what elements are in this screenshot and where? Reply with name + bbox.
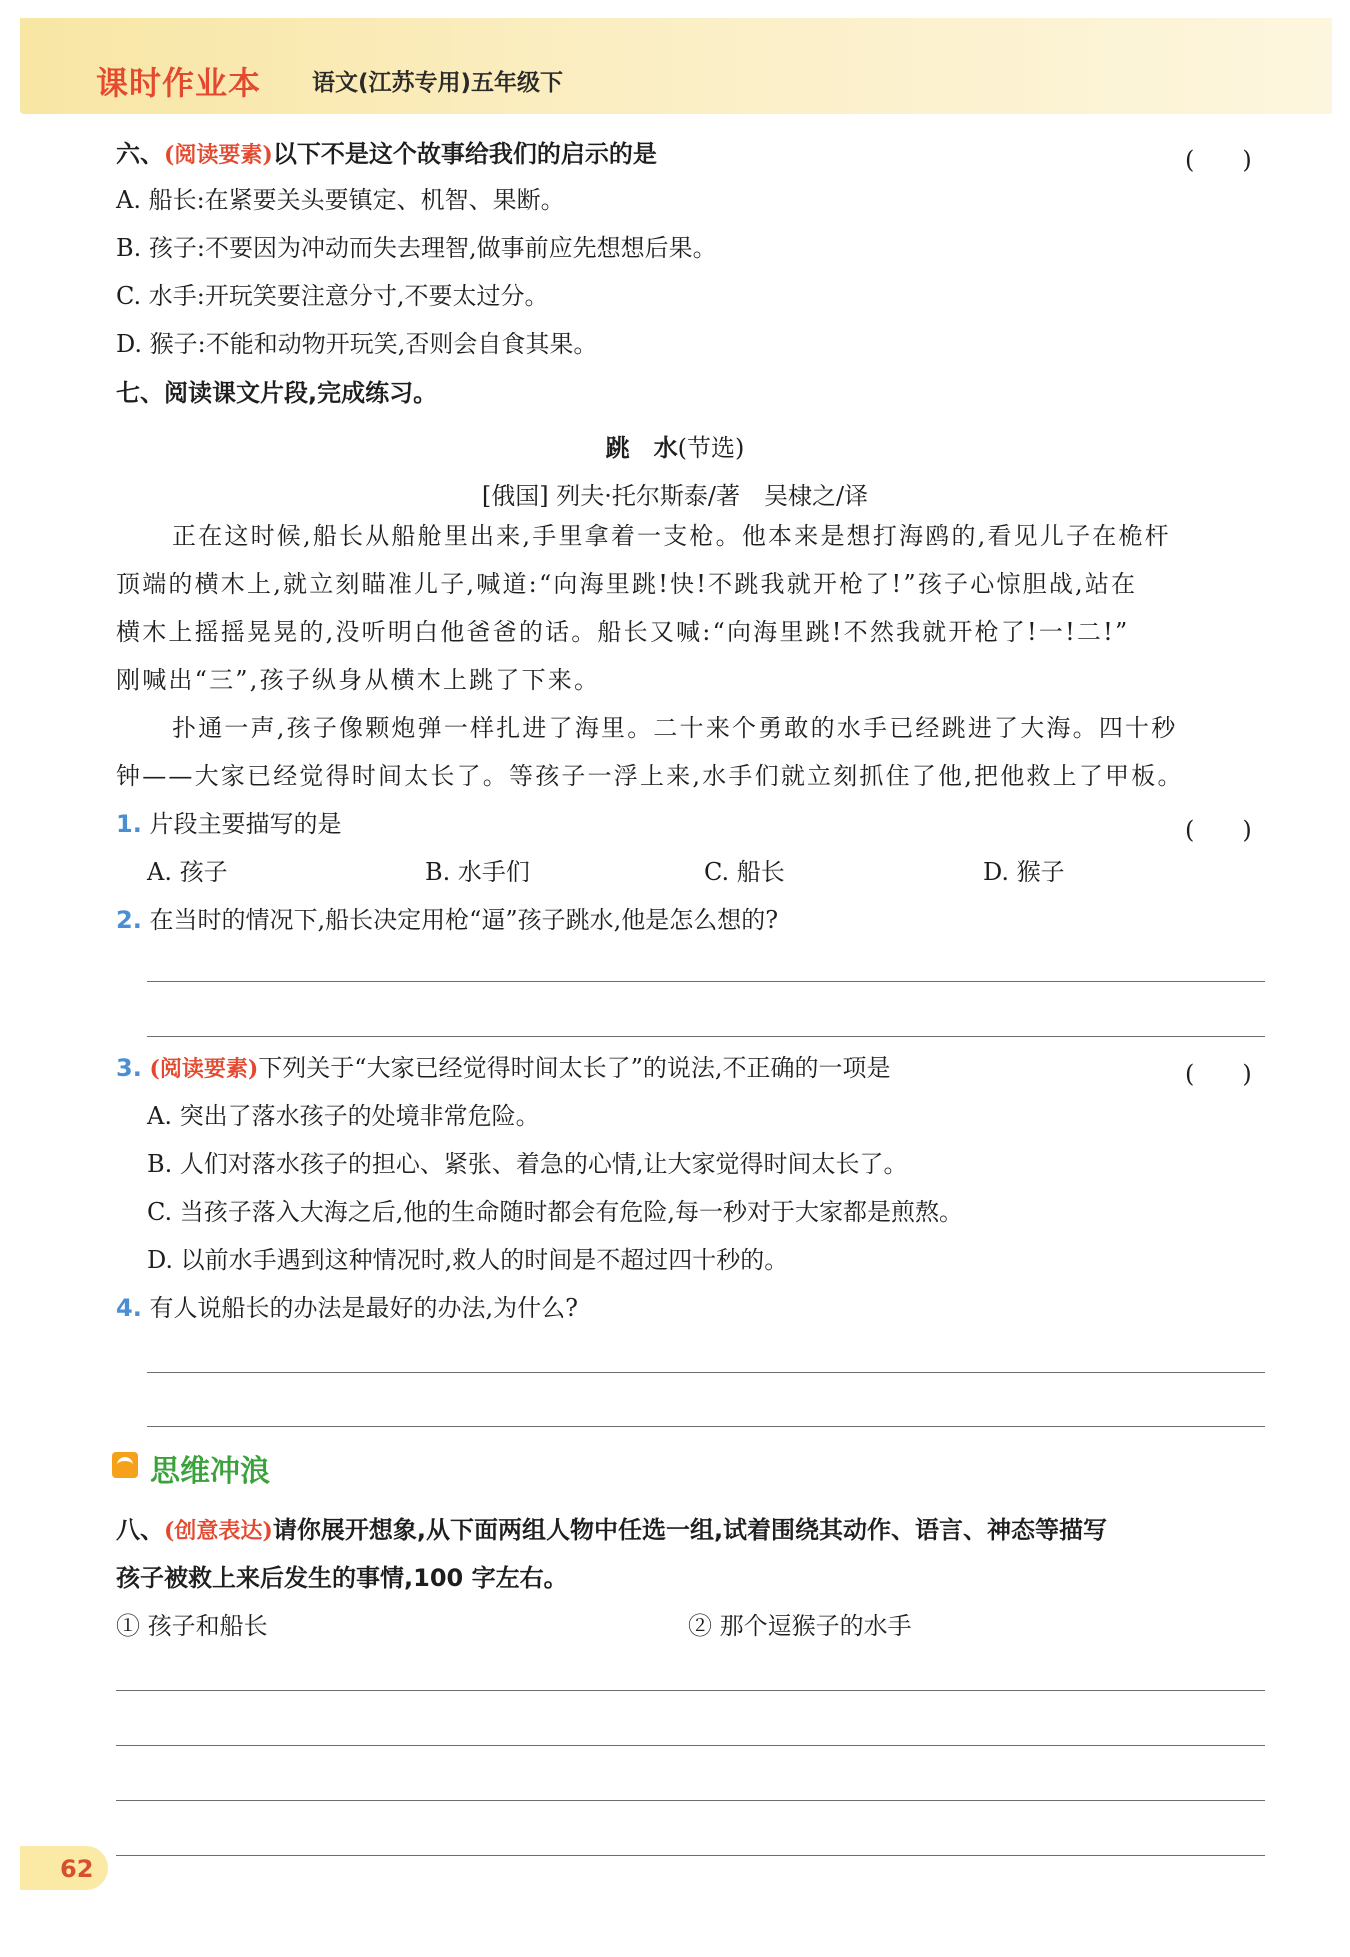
book-brand: 课时作业本	[96, 64, 262, 102]
q6-number: 六、	[116, 140, 164, 168]
q7-sub1-option-a[interactable]: A. 孩子	[147, 858, 228, 886]
q6-option-d[interactable]: D. 猴子:不能和动物开玩笑,否则会自食其果。	[116, 330, 598, 358]
q6-tag: (阅读要素)	[164, 142, 273, 168]
q7-sub3-option-a[interactable]: A. 突出了落水孩子的处境非常危险。	[147, 1102, 540, 1130]
passage-line: 扑通一声,孩子像颗炮弹一样扎进了海里。二十来个勇敢的水手已经跳进了大海。四十秒	[172, 714, 1178, 742]
passage-title-note: (节选)	[677, 434, 745, 462]
q7-sub1-text: 片段主要描写的是	[149, 810, 342, 838]
q7-sub2-answer-line[interactable]	[147, 1036, 1265, 1037]
q7-sub3-tag: (阅读要素)	[149, 1056, 259, 1082]
q7-sub1-number: 1.	[116, 810, 142, 838]
q7-sub1-option-c[interactable]: C. 船长	[704, 858, 785, 886]
q7-sub3-text: 下列关于“大家已经觉得时间太长了”的说法,不正确的一项是	[258, 1054, 891, 1082]
q8-choice-1[interactable]: ① 孩子和船长	[116, 1612, 268, 1640]
section-title: 思维冲浪	[150, 1454, 270, 1489]
q7-sub3-option-d[interactable]: D. 以前水手遇到这种情况时,救人的时间是不超过四十秒的。	[147, 1246, 789, 1274]
q7-sub4-answer-line[interactable]	[147, 1372, 1265, 1373]
passage-title-text: 跳 水	[605, 434, 678, 462]
q7-sub4-answer-line[interactable]	[147, 1426, 1265, 1427]
book-subject: 语文(江苏专用)五年级下	[312, 70, 564, 96]
q7-sub3-stem	[116, 1056, 890, 1080]
q7-sub3-option-b[interactable]: B. 人们对落水孩子的担心、紧张、着急的心情,让大家觉得时间太长了。	[147, 1150, 908, 1178]
passage-line: 正在这时候,船长从船舱里出来,手里拿着一支枪。他本来是想打海鸥的,看见儿子在桅杆	[172, 522, 1171, 550]
wave-icon	[112, 1452, 138, 1478]
passage-author: [俄国] 列夫·托尔斯泰/著 吴棣之/译	[481, 482, 869, 510]
q6-stem	[116, 142, 657, 166]
passage-line: 顶端的横木上,就立刻瞄准儿子,喊道:“向海里跳!快!不跳我就开枪了!”孩子心惊胆战,站在	[116, 570, 1138, 598]
q6-option-b[interactable]: B. 孩子:不要因为冲动而失去理智,做事前应先想想后果。	[116, 234, 717, 262]
q7-sub4-number: 4.	[116, 1294, 142, 1322]
q8-stem	[116, 1518, 1107, 1542]
q6-option-a[interactable]: A. 船长:在紧要关头要镇定、机智、果断。	[116, 186, 565, 214]
q8-choice-2[interactable]: ② 那个逗猴子的水手	[688, 1612, 912, 1640]
q7-sub4-text: 有人说船长的办法是最好的办法,为什么?	[149, 1294, 578, 1322]
q7-sub3-option-c[interactable]: C. 当孩子落入大海之后,他的生命随时都会有危险,每一秒对于大家都是煎熬。	[147, 1198, 964, 1226]
q8-stem-line1: 请你展开想象,从下面两组人物中任选一组,试着围绕其动作、语言、神态等描写	[272, 1516, 1108, 1544]
q6-answer-paren[interactable]: ( )	[1185, 146, 1252, 174]
q8-answer-line[interactable]	[116, 1745, 1265, 1746]
q7-sub2-answer-line[interactable]	[147, 981, 1265, 982]
q7-sub1-option-d[interactable]: D. 猴子	[983, 858, 1065, 886]
q8-answer-line[interactable]	[116, 1855, 1265, 1856]
page-number: 62	[60, 1855, 94, 1883]
q7-sub3-answer-paren[interactable]: ( )	[1185, 1060, 1252, 1088]
q7-heading: 七、阅读课文片段,完成练习。	[116, 379, 438, 407]
q7-sub1-answer-paren[interactable]: ( )	[1185, 816, 1252, 844]
q6-option-c[interactable]: C. 水手:开玩笑要注意分寸,不要太过分。	[116, 282, 549, 310]
q7-sub4-stem	[116, 1296, 578, 1320]
q7-sub3-number: 3.	[116, 1054, 142, 1082]
passage-line: 刚喊出“三”,孩子纵身从横木上跳了下来。	[116, 666, 601, 694]
q7-sub2-number: 2.	[116, 906, 142, 934]
q6-stem-text: 以下不是这个故事给我们的启示的是	[272, 140, 657, 168]
passage-line: 钟——大家已经觉得时间太长了。等孩子一浮上来,水手们就立刻抓住了他,把他救上了甲板。	[116, 762, 1184, 790]
passage-line: 横木上摇摇晃晃的,没听明白他爸爸的话。船长又喊:“向海里跳!不然我就开枪了!一!二!”	[116, 618, 1130, 646]
q8-tag: (创意表达)	[164, 1518, 273, 1544]
q8-number: 八、	[116, 1516, 164, 1544]
q8-answer-line[interactable]	[116, 1690, 1265, 1691]
q7-sub1-option-b[interactable]: B. 水手们	[425, 858, 530, 886]
q8-answer-line[interactable]	[116, 1800, 1265, 1801]
q8-stem-line2: 孩子被救上来后发生的事情,100 字左右。	[116, 1564, 568, 1592]
passage-title	[0, 428, 1350, 463]
q7-sub2-text: 在当时的情况下,船长决定用枪“逼”孩子跳水,他是怎么想的?	[149, 906, 779, 934]
q7-sub1-stem	[116, 812, 341, 836]
q7-sub2-stem	[116, 908, 778, 932]
